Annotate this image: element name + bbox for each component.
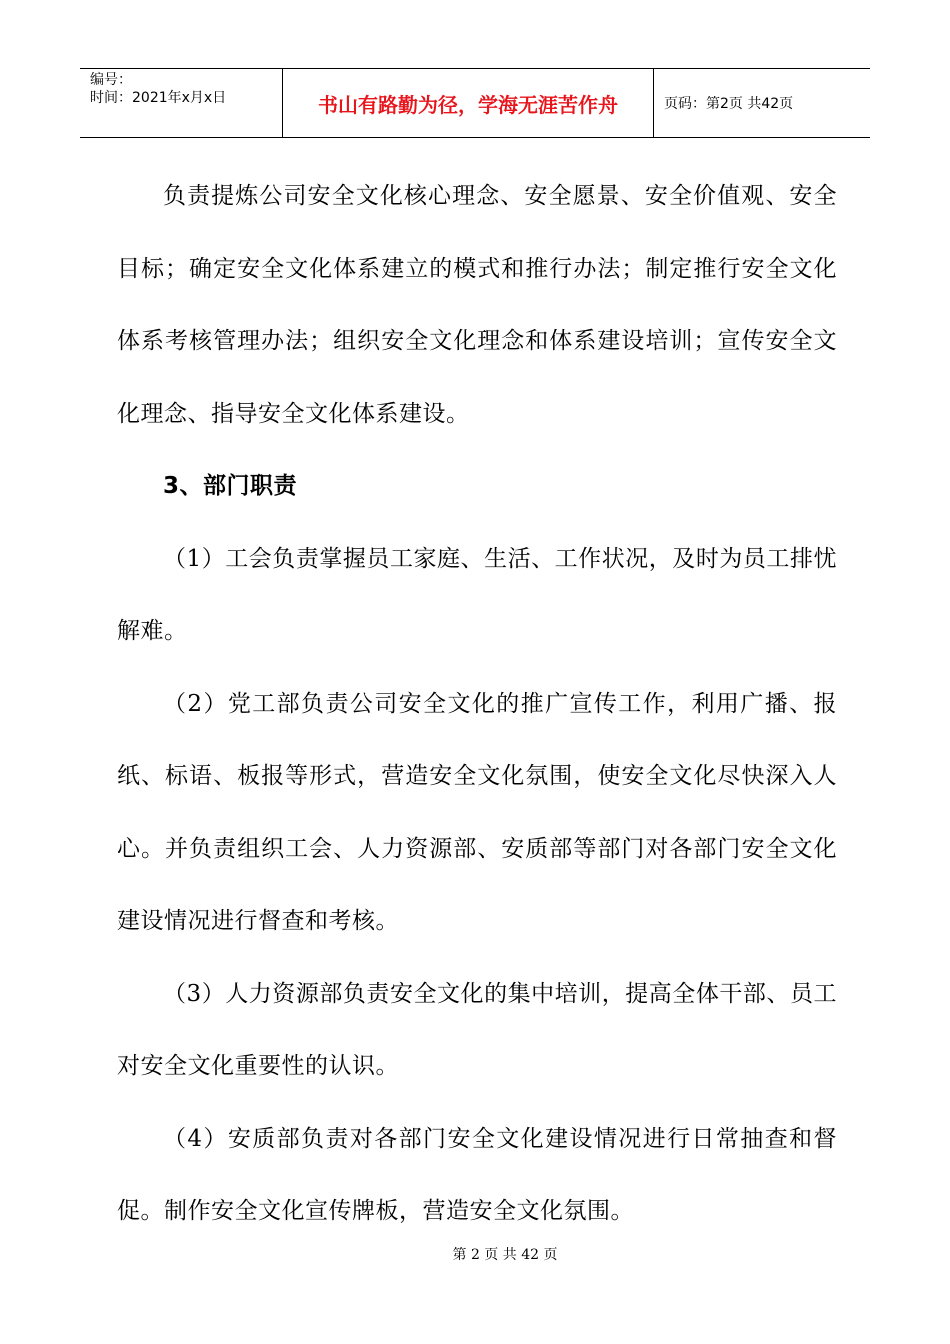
document-time-label: 时间：2021年x月x日 [90,90,227,106]
header-motto: 书山有路勤为径，学海无涯苦作舟 [283,69,654,137]
body-paragraph: 负责提炼公司安全文化核心理念、安全愿景、安全价值观、安全目标；确定安全文化体系建立的模式和推行办法；制定推行安全文化体系考核管理办法；组织安全文化理念和体系建设培训；宣传安全文化理念、指导安全文化体系建设。 [117,183,837,427]
body-paragraph: （3）人力资源部负责安全文化的集中培训，提高全体干部、员工对安全文化重要性的认识。 [117,980,837,1079]
document-header [80,68,870,138]
page-footer: 第 2 页 共 42 页 [452,1247,558,1263]
section-heading: 3、部门职责 [163,473,298,499]
document-body [117,160,837,1248]
header-page-info: 页码：第2页 共42页 [664,96,794,112]
document-number-label: 编号： [90,72,132,88]
body-paragraph: （4）安质部负责对各部门安全文化建设情况进行日常抽查和督促。制作安全文化宣传牌板，营造安全文化氛围。 [117,1125,837,1224]
body-paragraph: （2）党工部负责公司安全文化的推广宣传工作，利用广播、报纸、标语、板报等形式，营造安全文化氛围，使安全文化尽快深入人心。并负责组织工会、人力资源部、安质部等部门对各部门安全文化建设情况进行督查和考核。 [117,690,837,934]
header-meta-cell [80,69,283,137]
body-paragraph: （1）工会负责掌握员工家庭、生活、工作状况，及时为员工排忧解难。 [117,545,837,644]
